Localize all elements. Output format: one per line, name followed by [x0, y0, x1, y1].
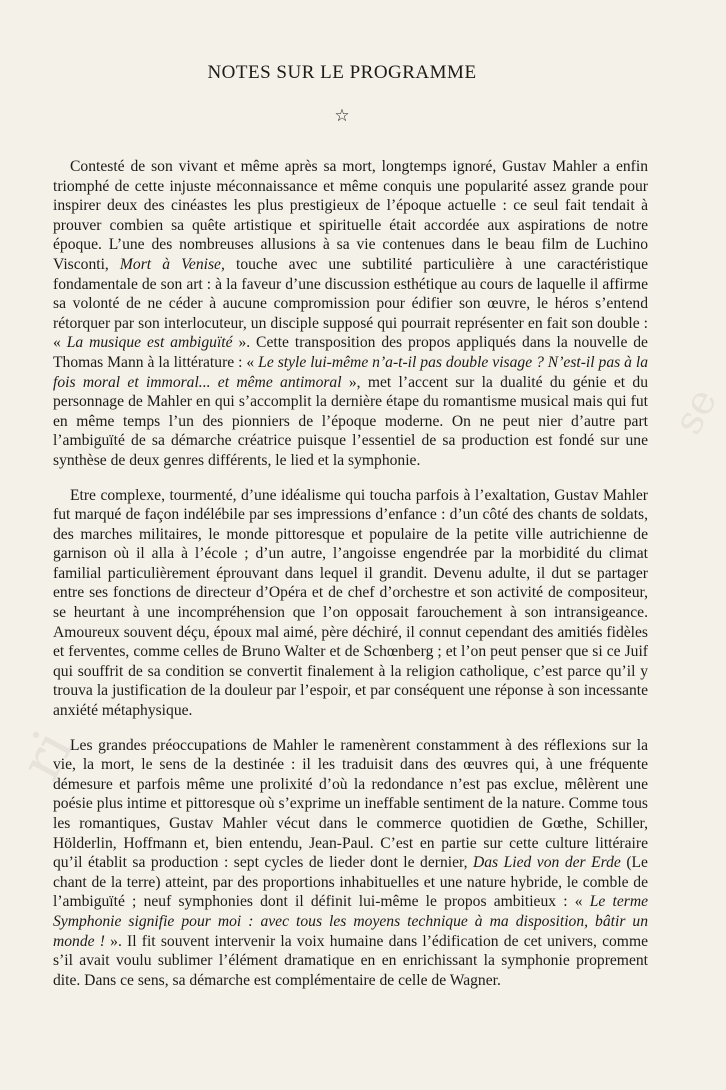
text-run: (Le chant de la terre) atteint, par des proportions inhabituelles et une nature hybride, le comble de l’ambiguïté ; neuf symphonies dont il définit lui-même le propos ambitieux : «	[53, 854, 648, 911]
watermark-right: se	[665, 380, 726, 442]
text-run: Etre complexe, tourmenté, d’une idéalisme qui toucha parfois à l’exaltation, Gustav Mahler fut marqué de façon indélébile par ses impressions d’enfance : d’un côté des chants de soldats, des marches militaires, le monde pittoresque et populaire de la petite ville autrichienne de garnison où il alla à l’école ; d’un autre, l’angoisse engendrée par la morbidité du climat familial particulièrement éprouvant dans lequel il grandit. Devenu adulte, il dut se partager entre ses fonctions de directeur d’Opéra et de chef d’orchestre et son activité de compositeur, se heurtant à une incompréhension que l’on opposait farouchement à son intransigeance. Amoureux souvent déçu, époux mal aimé, père déchiré, il connut cependant des amitiés fidèles et ferventes, comme celles de Bruno Walter et de Schœnberg ; et l’on peut penser que si ce Juif qui souffrit de sa condition se convertit finalement à la religion catholique, c’est parce qu’il y trouva la justification de la douleur par l’espoir, et par conséquent une réponse à son incessante anxiété métaphysique.	[53, 486, 648, 720]
paragraph-2	[53, 486, 648, 721]
italic-quote: La musique est ambiguïté	[66, 334, 233, 352]
text-run: touche avec une subtilité particulière à une caractéristique fondamentale de son art : à la faveur d’une discussion esthétique au cours de laquelle il affirme sa volonté de ne céder à aucune compromission pour édifier son œuvre, le héros s’entend rétorquer par son interlocuteur, un disciple supposé qui pourrait représenter en fait son double : «	[53, 255, 648, 352]
paragraph-3	[53, 736, 648, 991]
star-ornament-icon: ☆	[334, 106, 350, 125]
text-run: Contesté de son vivant et même après sa mort, longtemps ignoré, Gustav Mahler a enfin triomphé de cette injuste méconnaissance et même conquis une popularité assez grande pour inspirer deux des cinéastes les plus prestigieux de l’époque actuelle : ce seul fait tendait à prouver combien sa quête artistique et spirituelle était accordée aux aspirations de notre époque. L’une des nombreuses allusions à sa vie contenues dans le beau film de Luchino Visconti,	[53, 158, 648, 273]
text-run: », met l’accent sur la dualité du génie et du personnage de Mahler en qui s’accomplit la dernière étape du romantisme musical mais qui fut en même temps l’un des pionniers de l’époque moderne. On ne peut nier d’autre part l’ambiguïté de sa démarche créatrice puisque l’essentiel de sa production est fondé sur une synthèse de deux genres différents, le lied et la symphonie.	[53, 373, 649, 469]
paragraph-1	[53, 157, 648, 471]
italic-film-title: Mort à Venise,	[119, 255, 225, 273]
page-title: NOTES SUR LE PROGRAMME	[207, 62, 477, 83]
watermark-left: ri	[8, 720, 87, 791]
article-body	[53, 157, 648, 990]
italic-quote: Le terme Symphonie signifie pour moi : avec tous les moyens technique à ma disposition, bâtir un monde !	[53, 893, 649, 950]
text-run: Les grandes préoccupations de Mahler le ramenèrent constamment à des réflexions sur la vie, la mort, le sens de la destinée : il les traduisit dans des œuvres qui, à une fréquente démesure et parfois même une prolixité d’où la redondance n’est pas exclue, mêlèrent une poésie plus intime et pittoresque où s’exprime un ineffable sentiment de la nature. Comme tous les romantiques, Gustav Mahler vécut dans le commerce quotidien de Gœthe, Schiller, Hölderlin, Hoffmann et, bien entendu, Jean-Paul. C’est en partie sur cette culture littéraire qu’il établit sa production : sept cycles de lieder dont le dernier,	[53, 736, 648, 872]
text-run: ». Il fit souvent intervenir la voix humaine dans l’édification de cet univers, comme s’il avait voulu sublimer l’élément dramatique en en enrichissant la symphonie proprement dite. Dans ce sens, sa démarche est complémentaire de celle de Wagner.	[53, 932, 648, 989]
italic-quote: Le style lui-même n’a-t-il pas double visage ? N’est-il pas à la fois moral et immoral... et même antimoral	[53, 353, 649, 391]
italic-work-title: Das Lied von der Erde	[472, 854, 621, 872]
text-run: ». Cette transposition des propos appliqués dans la nouvelle de Thomas Mann à la littérature : «	[53, 334, 648, 371]
